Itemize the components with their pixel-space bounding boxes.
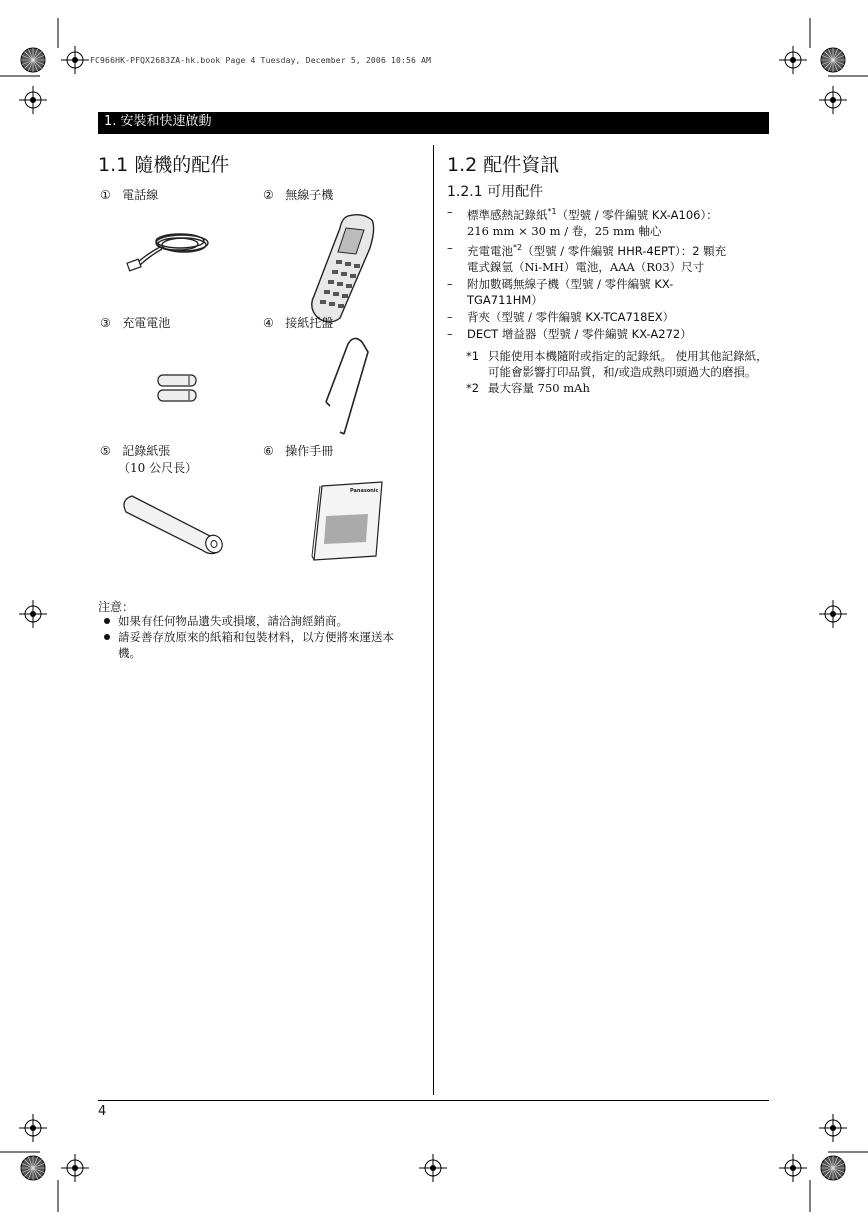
accessory-item-1 bbox=[100, 186, 158, 203]
section-bar: 1. 安裝和快速啟動 bbox=[98, 112, 769, 134]
list-item: – DECT 增益器（型號 / 零件編號 KX-A272） bbox=[447, 326, 692, 341]
accessory-list bbox=[447, 204, 772, 343]
footnote-1: *1 只能使用本機隨附或指定的記錄紙。 使用其他記錄紙，可能會影響打印品質，和/或造成熱印頭過大的磨損。 bbox=[466, 349, 768, 379]
list-item: 如果有任何物品遺失或損壞，請洽詢經銷商。 bbox=[98, 613, 413, 629]
included-accessories-heading: 1.1 隨機的配件 bbox=[98, 154, 230, 176]
footnote-2: *2 最大容量 750 mAh bbox=[466, 381, 590, 395]
accessory-item-3 bbox=[100, 314, 170, 331]
footer-rule bbox=[98, 1100, 769, 1101]
item-number: ③ bbox=[100, 316, 111, 330]
footnotes bbox=[466, 348, 768, 396]
phone-cord-icon bbox=[120, 225, 220, 275]
item-label: 電話線 bbox=[122, 188, 159, 202]
cordless-handset-icon bbox=[300, 208, 390, 328]
list-item: – 背夾（型號 / 零件編號 KX-TCA718EX） bbox=[447, 309, 675, 324]
accessory-item-4 bbox=[263, 314, 333, 331]
file-header: FC966HK-PFQX2683ZA-hk.book Page 4 Tuesday, December 5, 2006 10:56 AM bbox=[90, 56, 432, 65]
item-label: 接紙托盤 bbox=[285, 316, 334, 330]
accessory-item-2 bbox=[263, 186, 333, 203]
notes-list bbox=[98, 613, 413, 661]
paper-length-note: （10 公尺長） bbox=[118, 461, 198, 475]
page-number: 4 bbox=[98, 1104, 107, 1119]
item-label: 記錄紙張 bbox=[122, 444, 171, 458]
item-number: ⑥ bbox=[263, 444, 274, 458]
list-item: 請妥善存放原來的紙箱和包裝材料，以方便將來運送本機。 bbox=[98, 629, 413, 661]
rechargeable-batteries-icon bbox=[155, 373, 200, 405]
available-accessories-subheading: 1.2.1 可用配件 bbox=[447, 184, 544, 200]
item-number: ⑤ bbox=[100, 444, 111, 458]
manual-brand: Panasonic bbox=[350, 488, 379, 494]
list-item: – 充電電池$^{*2}$（型號 / 零件編號 HHR-4EPT）：2 顆充 電式鎳氫（Ni-MH）電池，AAA（R03）尺寸 bbox=[447, 240, 727, 274]
item-label: 無線子機 bbox=[285, 188, 334, 202]
accessory-item-5 bbox=[100, 442, 170, 459]
accessory-info-heading: 1.2 配件資訊 bbox=[447, 154, 560, 176]
column-divider bbox=[433, 145, 434, 1095]
recording-paper-roll-icon bbox=[122, 486, 232, 556]
accessory-item-6 bbox=[263, 442, 333, 459]
list-item: – 附加數碼無線子機（型號 / 零件編號 KX- TGA711HM） bbox=[447, 276, 674, 307]
item-number: ① bbox=[100, 188, 111, 202]
operating-manual-icon bbox=[308, 480, 384, 562]
item-number: ② bbox=[263, 188, 274, 202]
notes-title: 注意： bbox=[98, 600, 135, 614]
item-number: ④ bbox=[263, 316, 274, 330]
item-label: 操作手冊 bbox=[285, 444, 334, 458]
paper-tray-wire-icon bbox=[318, 334, 378, 444]
list-item: – 標準感熱記錄紙$^{*1}$（型號 / 零件編號 KX-A106）： 216 mm × 30 m / 卷，25 mm 軸心 bbox=[447, 205, 718, 238]
item-label: 充電電池 bbox=[122, 316, 171, 330]
